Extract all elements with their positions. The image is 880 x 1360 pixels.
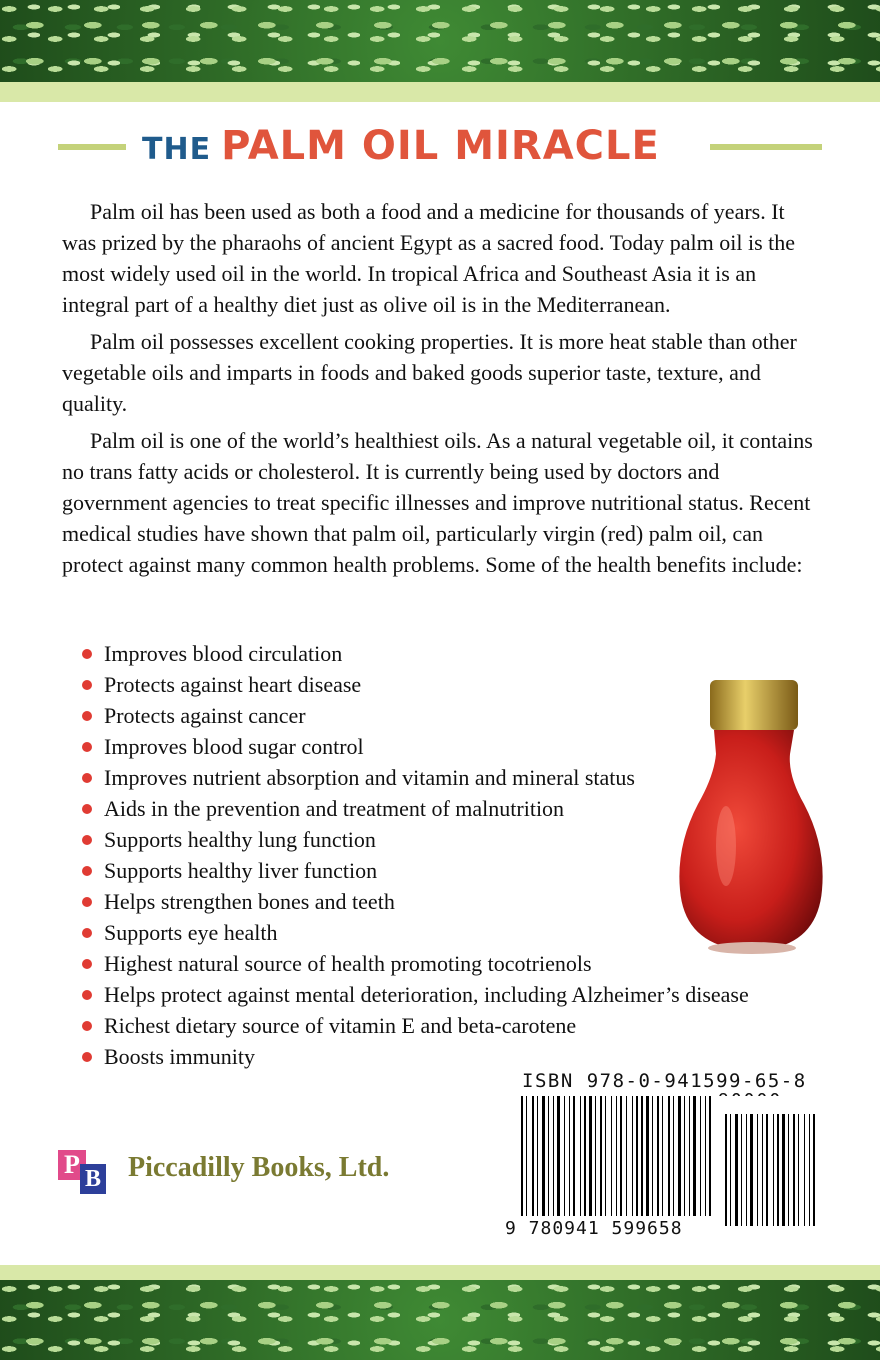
bullet-icon [82,773,92,783]
bullet-icon [82,711,92,721]
bullet-icon [82,928,92,938]
list-item: Highest natural source of health promoting tocotrienols [82,948,749,979]
description [62,196,824,586]
bullet-icon [82,742,92,752]
top-green-band [0,82,880,102]
list-item: Supports healthy liver function [82,855,749,886]
list-item: Helps protect against mental deterioration, including Alzheimer’s disease [82,979,749,1010]
list-item: Improves blood sugar control [82,731,749,762]
title-row [0,118,880,174]
logo-letter-p: P [58,1150,86,1180]
bullet-icon [82,649,92,659]
barcode-digits: 9 780941 599658 [505,1218,683,1239]
bullet-icon [82,866,92,876]
isbn-label: ISBN 978-0-941599-65-8 [522,1070,807,1092]
list-item: Improves nutrient absorption and vitamin and mineral status [82,762,749,793]
list-item: Richest dietary source of vitamin E and beta-carotene [82,1010,749,1041]
bullet-icon [82,680,92,690]
publisher-name: Piccadilly Books, Ltd. [128,1152,390,1183]
logo-letter-b: B [80,1164,106,1194]
title-decor-left [58,144,126,150]
bullet-icon [82,804,92,814]
palm-foliage-top-image [0,0,880,82]
bullet-icon [82,1052,92,1062]
title-main: PALM OIL MIRACLE [221,123,660,169]
list-item: Helps strengthen bones and teeth [82,886,749,917]
paragraph-2: Palm oil possesses excellent cooking properties. It is more heat stable than other vegetable oils and imparts in foods and baked goods superior taste, texture, and quality. [62,329,797,416]
list-item: Supports eye health [82,917,749,948]
bottom-green-band [0,1265,880,1280]
publisher-logo [58,1150,108,1194]
bullet-icon [82,959,92,969]
bullet-icon [82,1021,92,1031]
list-item: Aids in the prevention and treatment of malnutrition [82,793,749,824]
bullet-icon [82,835,92,845]
list-item: Boosts immunity [82,1041,749,1072]
benefits-list [82,638,749,1072]
list-item: Protects against heart disease [82,669,749,700]
book-title [142,118,660,174]
bullet-icon [82,990,92,1000]
list-item: Improves blood circulation [82,638,749,669]
list-item: Supports healthy lung function [82,824,749,855]
title-decor-right [710,144,822,150]
palm-foliage-bottom-image [0,1280,880,1360]
title-prefix: THE [142,132,212,167]
paragraph-3: Palm oil is one of the world’s healthiest oils. As a natural vegetable oil, it contains no trans fatty acids or cholesterol. It is currently being used by doctors and government agencies to treat specific illnesses and improve nutritional status. Recent medical studies have shown that palm oil, particularly virgin (red) palm oil, can protect against many common health problems. Some of the health benefits include: [62,428,813,577]
bullet-icon [82,897,92,907]
palm-oil-bottle-image [676,676,826,958]
paragraph-1: Palm oil has been used as both a food and a medicine for thousands of years. It was prized by the pharaohs of ancient Egypt as a sacred food. Today palm oil is the most widely used oil in the world. In tropical Africa and Southeast Asia it is an integral part of a healthy diet just as olive oil is in the Mediterranean. [62,199,796,317]
list-item: Protects against cancer [82,700,749,731]
